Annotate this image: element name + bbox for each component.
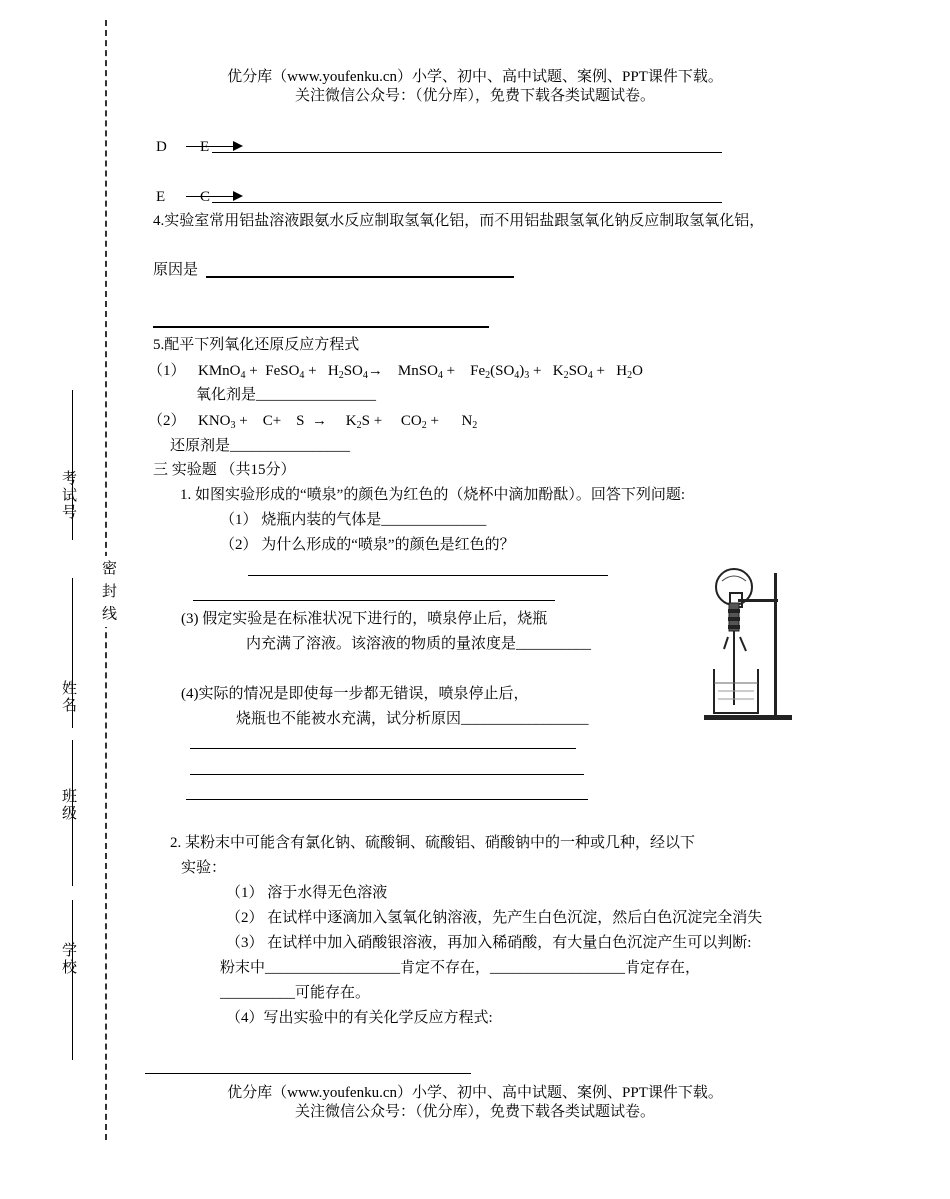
exam-number-label: 考试号 [60, 470, 76, 521]
s3-q1: 1. 如图实验形成的“喷泉”的颜色为红色的（烧杯中滴加酚酞）。回答下列问题: [180, 487, 685, 503]
s3-q2-fill2: __________可能存在。 [220, 985, 371, 1001]
q5-eq2-label: （2） [148, 413, 186, 429]
s3-q2-b: 实验： [181, 860, 227, 876]
school-label: 学校 [60, 942, 76, 976]
arrow-icon [186, 196, 234, 197]
q5-title: 5.配平下列氧化还原反应方程式 [153, 337, 360, 353]
header-line-1: 优分库（www.youfenku.cn）小学、初中、高中试题、案例、PPT课件下载。 [227, 69, 723, 85]
name-label: 姓名 [60, 680, 76, 714]
q4-answer-line-2 [153, 326, 489, 328]
s3-q2-a: 2. 某粉末中可能含有氯化钠、硫酸铜、硫酸铝、硝酸钠中的一种或几种，经以下 [170, 835, 696, 851]
s3-q1-3a: (3) 假定实验是在标准状况下进行的，喷泉停止后，烧瓶 [181, 611, 548, 627]
header-line-2: 关注微信公众号：（优分库），免费下载各类试题试卷。 [294, 88, 655, 104]
s3-q1-2-line-2 [193, 600, 555, 601]
s3-q2-4: （4）写出实验中的有关化学反应方程式: [226, 1010, 493, 1026]
seal-line-label: 密 封 线 [98, 556, 119, 627]
conversion-e-from: E [156, 189, 166, 205]
footer-line-1: 优分库（www.youfenku.cn）小学、初中、高中试题、案例、PPT课件下载。 [227, 1085, 723, 1101]
s3-q1-4-line-3 [186, 799, 588, 800]
class-label: 班级 [60, 788, 76, 822]
answer-line-d [212, 152, 722, 153]
q5-equation-1: KMnO$_4$ + FeSO$_4$ + $H_2SO_4\to$ MnSO$_4$ + $Fe_2(SO_4)_3 + K_2SO_4 + H_2O$ [198, 363, 643, 381]
s3-q1-1: （1） 烧瓶内装的气体是______________ [220, 512, 487, 528]
s3-q1-4-line-1 [190, 748, 576, 749]
q5-eq1-label: （1） [148, 363, 186, 379]
s3-q1-4-line-2 [190, 774, 584, 775]
q5-reductant: 还原剂是________________ [170, 438, 351, 454]
exam-number-blank [72, 390, 73, 540]
conversion-e-to: C [200, 189, 211, 205]
s3-q1-2-line-1 [248, 575, 608, 576]
s3-q1-2: （2） 为什么形成的“喷泉”的颜色是红色的？ [220, 537, 515, 553]
s3-q1-4b: 烧瓶也不能被水充满，试分析原因_________________ [236, 711, 589, 727]
s3-q2-3: （3） 在试样中加入硝酸银溶液，再加入稀硝酸，有大量白色沉淀产生可以判断: [226, 935, 752, 951]
s3-q1-3b: 内充满了溶液。该溶液的物质的量浓度是__________ [246, 636, 592, 652]
school-blank [72, 900, 73, 1060]
section3-title: 三 实验题 （共15分） [153, 462, 296, 478]
arrow-head-icon [233, 191, 243, 201]
s3-q1-4a: (4)实际的情况是即使每一步都无错误，喷泉停止后， [181, 686, 529, 702]
fountain-apparatus-illustration [700, 565, 796, 725]
s3-q2-2: （2） 在试样中逐滴加入氢氧化钠溶液，先产生白色沉淀，然后白色沉淀完全消失 [226, 910, 763, 926]
footer-line-2: 关注微信公众号：（优分库），免费下载各类试题试卷。 [294, 1104, 655, 1120]
q4-reason-label: 原因是 [153, 262, 199, 278]
arrow-icon [186, 146, 234, 147]
conversion-d-from: D [156, 139, 167, 155]
q4-text: 4.实验室常用铝盐溶液跟氨水反应制取氢氧化铝，而不用铝盐跟氢氧化钠反应制取氢氧化铝， [153, 213, 765, 229]
arrow-head-icon [233, 141, 243, 151]
s3-q2-1: （1） 溶于水得无色溶液 [226, 885, 388, 901]
q4-answer-line-1 [206, 276, 514, 278]
s3-q2-fill: 粉末中__________________肯定不存在，__________________肯定存在， [220, 960, 701, 976]
conversion-d-to: E [200, 139, 210, 155]
q5-oxidant: 氧化剂是________________ [196, 387, 377, 403]
answer-line-e [212, 202, 722, 203]
name-blank [72, 578, 73, 728]
q5-equation-2: $KNO_3$ + C+ S → $K_2S$ + $CO_2$ + $N_2$ [198, 413, 478, 431]
class-blank [72, 740, 73, 886]
footer-rule [145, 1073, 471, 1074]
